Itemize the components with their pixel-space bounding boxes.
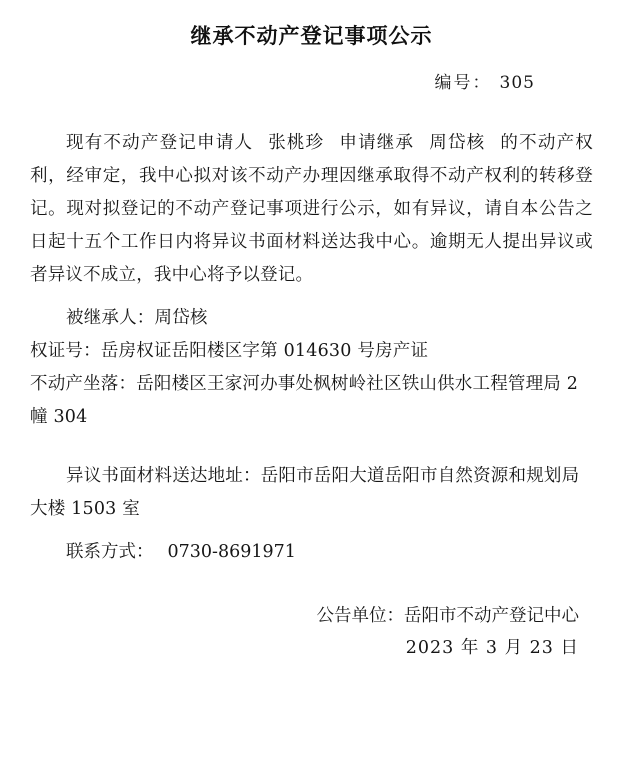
main-paragraph-part1: 现有不动产登记申请人 [66,133,254,153]
main-paragraph [30,127,593,292]
field-decedent-label: 被继承人： [66,308,155,328]
document-body [30,127,593,663]
issue-date: 2023 年 3 月 23 日 [405,638,579,658]
main-paragraph-part3: 的不动产权利，经审定，我中心拟对该不动产办理因继承取得不动产权利的转移登记。现对拟登记的不动产登记事项进行公示，如有异议，请自本公告之日起十五个工作日内将异议书面材料送达我中心。逾期无人提出异议或者异议不成立，我中心将予以登记。 [30,133,593,285]
main-paragraph-part2: 申请继承 [338,133,415,153]
document-number-value: 305 [499,73,535,93]
field-decedent [30,302,593,335]
field-certificate-number-value: 岳房权证岳阳楼区字第 014630 号房产证 [100,341,429,361]
page-title: 继承不动产登记事项公示 [190,23,433,48]
delivery-address-value: 岳阳市岳阳大道岳阳市自然资源和规划局大楼 1503 室 [30,466,580,519]
document-page [0,20,623,774]
delivery-address-label: 异议书面材料送达地址： [66,466,261,486]
field-property-location-value: 岳阳楼区王家河办事处枫树岭社区铁山供水工程管理局 2 幢 304 [30,374,579,427]
delivery-address [30,460,593,526]
document-number [30,68,593,93]
contact-label: 联系方式： [66,542,154,562]
delivery-address-block [30,460,593,526]
field-decedent-value: 周岱核 [154,308,208,328]
field-property-location-label: 不动产坐落： [30,374,137,394]
contact-value: 0730-8691971 [167,542,296,562]
applicant-name: 张桃珍 [267,133,325,153]
document-number-label: 编号： [434,73,492,93]
field-certificate-number [30,335,593,368]
field-property-location [30,368,593,434]
field-certificate-number-label: 权证号： [30,341,101,361]
issuer-label: 公告单位： [316,606,404,626]
decedent-name-inline: 周岱核 [428,133,486,153]
issuer-value: 岳阳市不动产登记中心 [404,606,579,626]
contact-line [30,536,593,569]
issuer-line [30,599,593,633]
